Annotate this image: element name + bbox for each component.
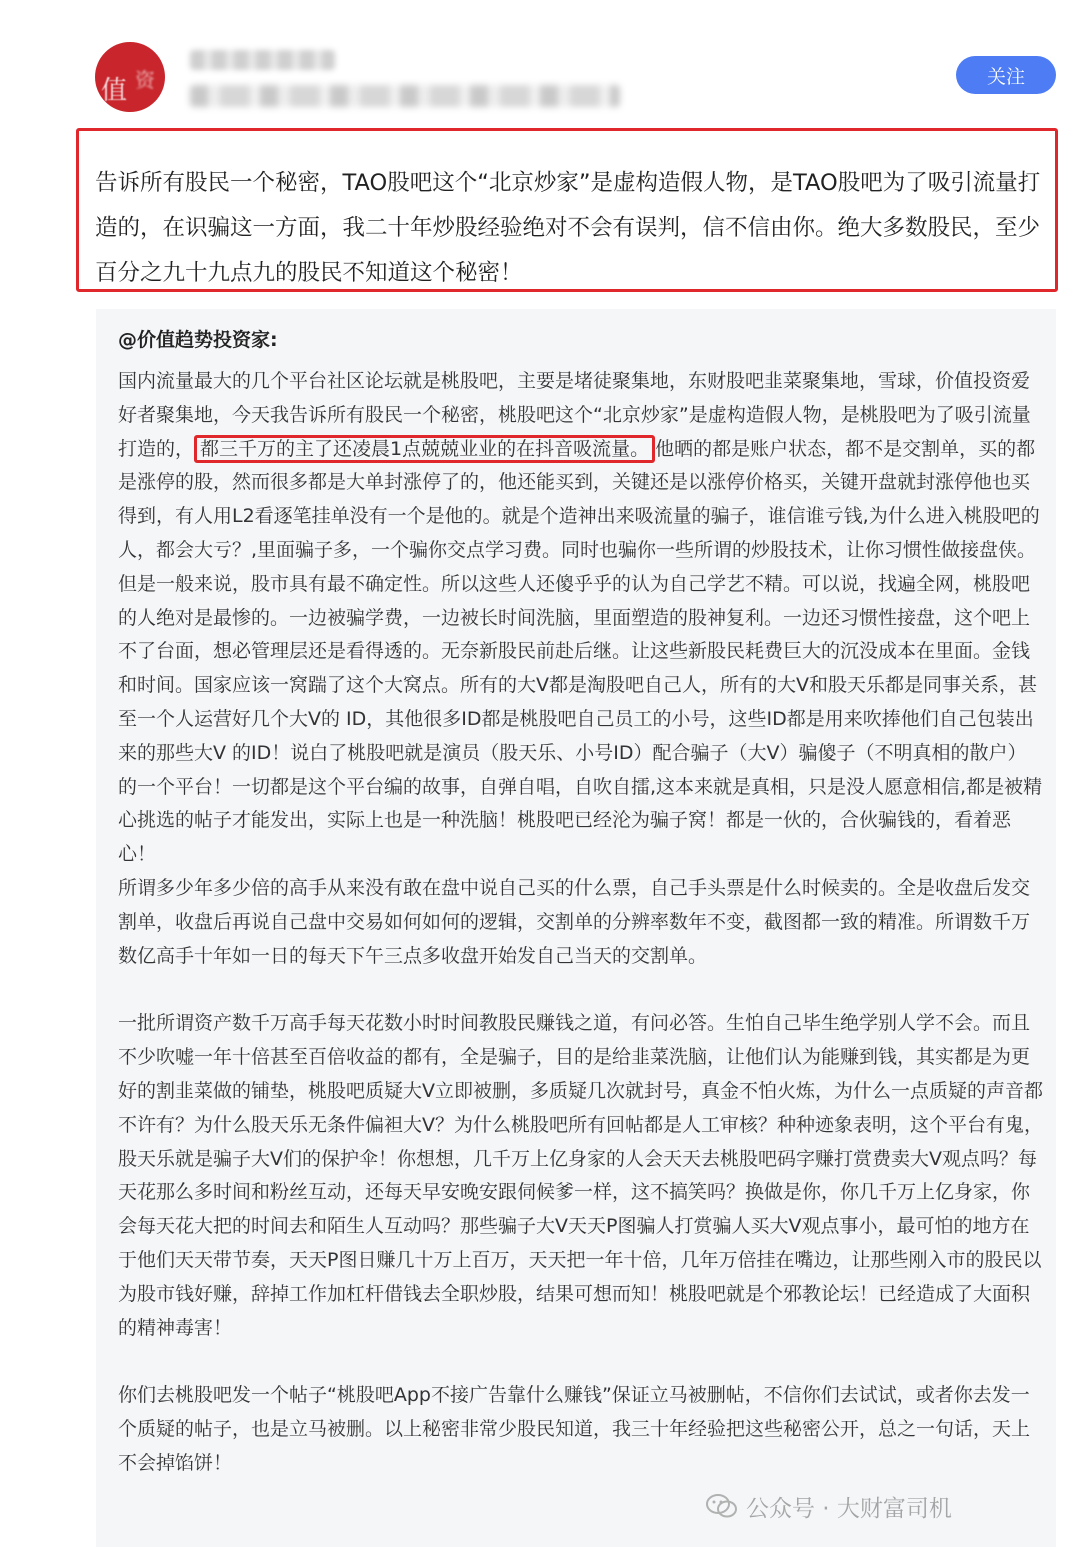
post-meta-blurred (190, 85, 620, 107)
quote-paragraph-4: 你们去桃股吧发一个帖子“桃股吧App不接广告靠什么赚钱”保证立马被删帖，不信你们去试试，或者你去发一个质疑的帖子，也是立马被删。以上秘密非常少股民知道，我三十年经验把这些秘密公开，总之一句话，天上不会掉馅饼！ (118, 1384, 1031, 1474)
quoted-post (96, 309, 1056, 1547)
quote-paragraph-3: 一批所谓资产数千万高手每天花数小时时间教股民赚钱之道，有问必答。生怕自己毕生绝学别人学不会。而且不少吹嘘一年十倍甚至百倍收益的都有，全是骗子，目的是给韭菜洗脑，让他们认为能赚到钱，其实都是为更好的割韭菜做的铺垫，桃股吧质疑大V立即被删，多质疑几次就封号，真金不怕火炼，为什么一点质疑的声音都不许有？为什么股天乐无条件偏袒大V？为什么桃股吧所有回帖都是人工审核？种种迹象表明，这个平台有鬼，股天乐就是骗子大V们的保护伞！你想想，几千万上亿身家的人会天天去桃股吧码字赚打赏费卖大V观点吗？每天花那么多时间和粉丝互动，还每天早安晚安跟伺候爹一样，这不搞笑吗？换做是你，你几千万上亿身家，你会每天花大把的时间去和陌生人互动吗？那些骗子大V天天P图骗人打赏骗人买大V观点事小，最可怕的地方在于他们天天带节奏，天天P图日赚几十万上百万，天天把一年十倍，几年万倍挂在嘴边，让那些刚入市的股民以为股市钱好赚，辞掉工作加杠杆借钱去全职炒股，结果可想而知！桃股吧就是个邪教论坛！已经造成了大面积的精神毒害！ (118, 1012, 1044, 1339)
post-text: 告诉所有股民一个秘密，TAO股吧这个“北京炒家”是虚构造假人物，是TAO股吧为了吸引流量打造的，在识骗这一方面，我二十年炒股经验绝对不会有误判，信不信由你。绝大多数股民，至少百分之九十九点九的股民不知道这个秘密！ (95, 170, 1041, 286)
quote-paragraph-1 (118, 365, 1044, 872)
post-text-highlighted (76, 128, 1058, 292)
follow-button[interactable]: 关注 (956, 56, 1056, 94)
paragraph-gap (118, 973, 1044, 1007)
quote-p1-after: 他晒的都是账户状态，都不是交割单，买的都是涨停的股，然而很多都是大单封涨停了的，他还能买到，关键还是以涨停价格买，关键开盘就封涨停他也买得到，有人用L2看逐笔挂单没有一个是他的。就是个造神出来吸流量的骗子，谁信谁亏钱,为什么进入桃股吧的人，都会大亏？,里面骗子多，一个骗你交点学习费。同时也骗你一些所谓的炒股技术，让你习惯性做接盘侠。但是一般来说，股市具有最不确定性。所以这些人还傻乎乎的认为自己学艺不精。可以说，找遍全网，桃股吧的人绝对是最惨的。一边被骗学费，一边被长时间洗脑，里面塑造的股神复利。一边还习惯性接盘，这个吧上不了台面，想必管理层还是看得透的。无奈新股民前赴后继。让这些新股民耗费巨大的沉没成本在里面。金钱和时间。国家应该一窝踹了这个大窝点。所有的大V都是淘股吧自己人，所有的大V和股天乐都是同事关系，甚至一个人运营好几个大V的 ID，其他很多ID都是桃股吧自己员工的小号，这些ID都是用来吹捧他们自己包装出来的那些大V 的ID！说白了桃股吧就是演员（股天乐、小号ID）配合骗子（大V）骗傻子（不明真相的散户）的一个平台！一切都是这个平台编的故事，自弹自唱，自吹自擂,这本来就是真相，只是没人愿意相信,都是被精心挑选的帖子才能发出，实际上也是一种洗脑！桃股吧已经沦为骗子窝！都是一伙的，合伙骗钱的，看着恶心！ (118, 437, 1043, 866)
avatar-glyph-2: 资 (135, 68, 155, 92)
highlighted-phrase: 都三千万的主了还凌晨1点兢兢业业的在抖音吸流量。 (194, 435, 655, 463)
quoted-body (118, 365, 1044, 1481)
quote-p1-before: 国内流量最大的几个平台社区论坛就是桃股吧，主要是堵徒聚集地，东财股吧韭菜聚集地，雪球，价值投资爱好者聚集地，今天我告诉所有股民一个秘密，桃股吧这个“北京炒家”是虚构造假人物，是桃股吧为了吸引流量打造的， (118, 370, 1031, 460)
author-name-blurred[interactable] (190, 50, 335, 70)
author-avatar[interactable] (95, 42, 165, 112)
quoted-author[interactable]: @价值趋势投资家: (118, 329, 278, 351)
watermark-text: 公众号 · 大财富司机 (746, 1495, 952, 1522)
post-header (0, 0, 1080, 125)
watermark (706, 1486, 952, 1526)
wechat-icon (706, 1493, 738, 1519)
paragraph-gap (118, 1345, 1044, 1379)
quote-paragraph-2: 所谓多少年多少倍的高手从来没有敢在盘中说自己买的什么票，自己手头票是什么时候卖的。全是收盘后发交割单，收盘后再说自己盘中交易如何如何的逻辑，交割单的分辨率数年不变，截图都一致的精准。所谓数千万数亿高手十年如一日的每天下午三点多收盘开始发自己当天的交割单。 (118, 876, 1031, 967)
avatar-glyph: 值 (101, 76, 128, 106)
